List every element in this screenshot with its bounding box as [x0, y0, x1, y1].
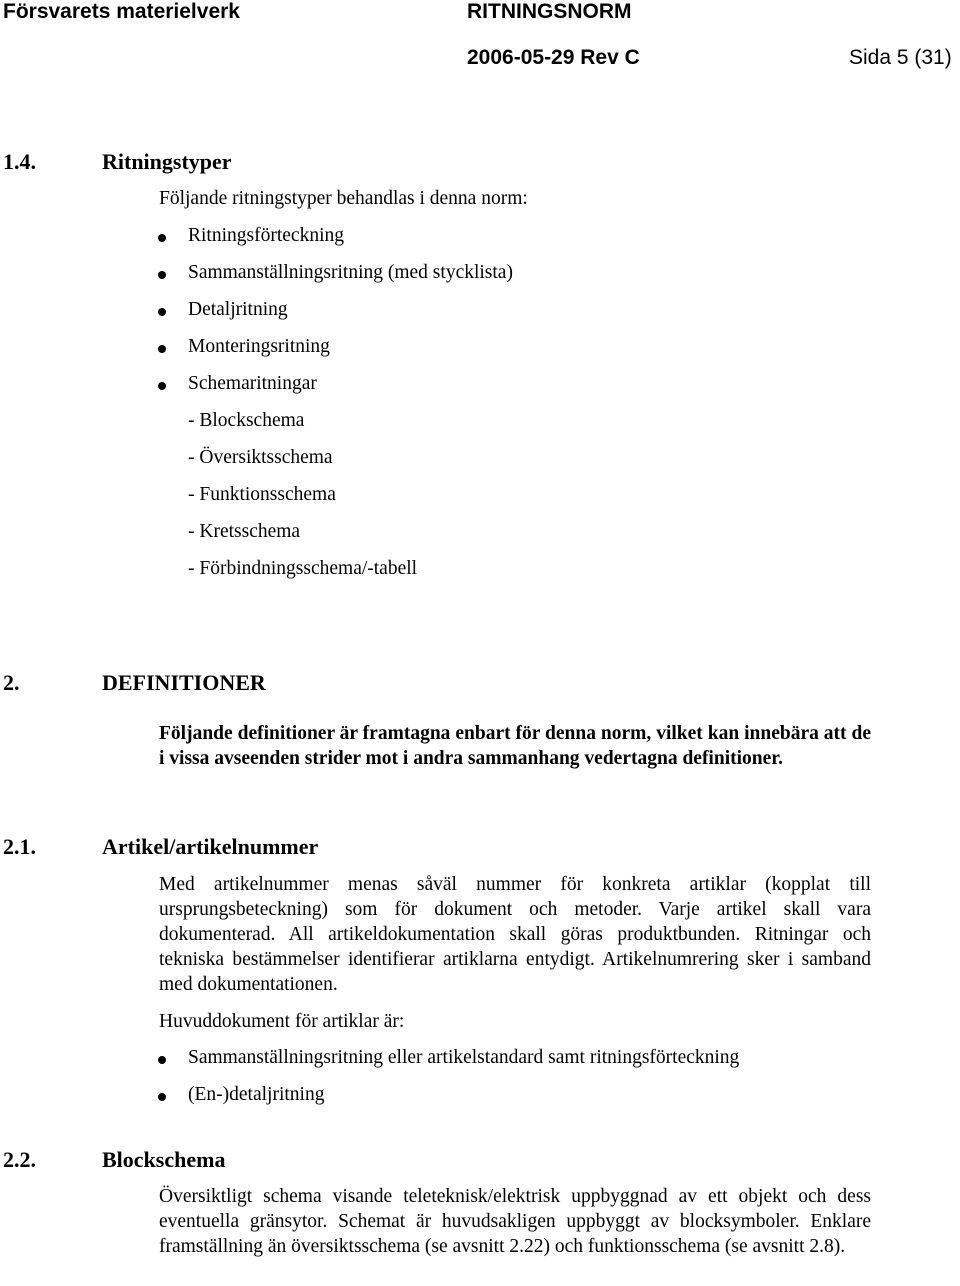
header-doc-title: RITNINGSNORM: [467, 0, 632, 23]
list-item-label: Monteringsritning: [188, 336, 330, 357]
section-2-1-paragraph: Med artikelnummer menas såväl nummer för konkreta artiklar (kopplat till ursprungsbeteckning) som för dokument och metoder. Varje artikel skall vara dokumenterad. All artikeldokumentation skall göras produktbunden. Ritningar och tekniska bestämmelser identifierar artiklarna entydigt. Artikelnumrering sker i samband med dokumentationen.: [159, 874, 871, 995]
section-2-2-title: Blockschema: [102, 1147, 226, 1172]
list-item-label: Sammanställningsritning eller artikelstandard samt ritningsförteckning: [188, 1047, 740, 1068]
list-item: - Förbindningsschema/-tabell: [188, 558, 418, 579]
bullet-icon: [158, 234, 166, 242]
section-2-1-docs-intro: Huvuddokument för artiklar är:: [159, 1011, 405, 1032]
section-2-intro: Följande definitioner är framtagna enbart för denna norm, vilket kan innebära att de i vissa avseenden strider mot i andra sammanhang vedertagna definitioner.: [159, 723, 871, 769]
section-2-title: DEFINITIONER: [102, 670, 266, 695]
list-item: - Översiktsschema: [188, 447, 333, 468]
bullet-icon: [158, 271, 166, 279]
list-item: - Blockschema: [188, 410, 305, 431]
bullet-icon: [158, 1093, 166, 1101]
bullet-icon: [158, 308, 166, 316]
list-item-label: Schemaritningar: [188, 373, 317, 394]
section-2-1-title: Artikel/artikelnummer: [102, 834, 319, 859]
section-1-4-number: 1.4.: [3, 149, 36, 174]
list-item: - Kretsschema: [188, 521, 301, 542]
list-item-label: Sammanställningsritning (med stycklista): [188, 262, 513, 283]
header-organization: Försvarets materielverk: [3, 0, 240, 23]
section-1-4-title: Ritningstyper: [102, 149, 232, 174]
section-2-number: 2.: [3, 670, 20, 695]
list-item-label: Detaljritning: [188, 299, 288, 320]
section-2-2-number: 2.2.: [3, 1147, 36, 1172]
bullet-icon: [158, 345, 166, 353]
bullet-icon: [158, 382, 166, 390]
list-item: - Funktionsschema: [188, 484, 336, 505]
section-1-4-intro: Följande ritningstyper behandlas i denna norm:: [159, 188, 528, 209]
section-2-1-number: 2.1.: [3, 834, 36, 859]
list-item-label: (En-)detaljritning: [188, 1084, 325, 1105]
list-item-label: Ritningsförteckning: [188, 225, 344, 246]
section-2-2-paragraph: Översiktligt schema visande teleteknisk/elektrisk uppbyggnad av ett objekt och dess eventuella gränsytor. Schemat är huvudsakligen uppbyggt av blocksymboler. Enklare framställning än översiktsschema (se avsnitt 2.22) och funktionsschema (se avsnitt 2.8).: [159, 1186, 871, 1257]
bullet-icon: [158, 1056, 166, 1064]
header-page-number: Sida 5 (31): [849, 46, 952, 69]
header-date-rev: 2006-05-29 Rev C: [467, 46, 640, 69]
